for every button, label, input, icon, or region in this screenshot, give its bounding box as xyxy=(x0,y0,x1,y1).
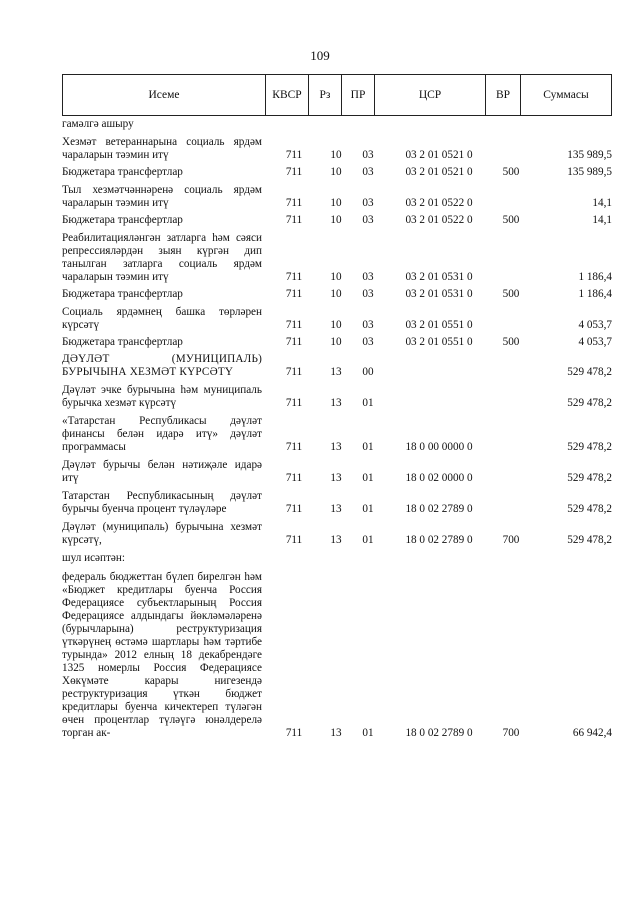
row-kvsr: 711 xyxy=(285,271,303,283)
row-pr: 03 xyxy=(362,336,374,348)
row-name: Татарстан Республикасының дәүләт бурычы буенча процент түләүләре xyxy=(62,490,262,515)
row-sum: 4 053,7 xyxy=(578,336,612,348)
row-pr: 03 xyxy=(362,214,374,226)
row-vr: 500 xyxy=(502,214,520,226)
row-kvsr: 711 xyxy=(285,397,303,409)
row-csr: 03 2 01 0551 0 xyxy=(405,319,473,331)
row-pr: 01 xyxy=(362,727,374,739)
column-header-name: Исеме xyxy=(63,75,266,116)
table-header xyxy=(62,74,612,116)
row-name: федераль бюджеттан бүлеп бирелгән һәм «Бюджет кредитлары буенча Россия Федерациясе субъектларының Россия Федерациясе алдындагы йөкләмәләренә (бурычларына) реструктуризация үткәрүнең өстәмә шартлары һәм тәртибе турында» 2012 елның 18 декабрендәге 1325 номерлы Россия Федерациясе Хөкүмәте карары нигезендә реструктуризация үткән бюджет кредитлары буенча кичектереп түләгән өчен процентлар түләүгә юнәлдерелә торган ак- xyxy=(62,571,262,739)
row-kvsr: 711 xyxy=(285,197,303,209)
row-csr: 03 2 01 0531 0 xyxy=(405,288,473,300)
column-header-pr: ПР xyxy=(342,75,375,116)
row-name: ДӘҮЛӘТ (МУНИЦИПАЛЬ) БУРЫЧЫНА ХЕЗМӘТ КҮРСӘТҮ xyxy=(62,353,262,378)
row-pr: 03 xyxy=(362,319,374,331)
row-pr: 01 xyxy=(362,397,374,409)
row-pr: 03 xyxy=(362,149,374,161)
row-rz: 13 xyxy=(330,366,342,378)
row-pr: 01 xyxy=(362,441,374,453)
row-rz: 10 xyxy=(330,166,342,178)
row-kvsr: 711 xyxy=(285,149,303,161)
row-rz: 10 xyxy=(330,271,342,283)
table-row xyxy=(62,521,612,547)
table-row xyxy=(62,136,612,162)
row-vr: 700 xyxy=(502,534,520,546)
row-sum: 529 478,2 xyxy=(567,366,612,378)
row-name: Бюджетара трансфертлар xyxy=(62,288,183,300)
row-csr: 03 2 01 0522 0 xyxy=(405,197,473,209)
row-name: «Татарстан Республикасы дәүләт финансы белән идарә итү» дәүләт программасы xyxy=(62,415,262,453)
row-vr: 500 xyxy=(502,288,520,300)
row-sum: 135 989,5 xyxy=(567,166,612,178)
row-kvsr: 711 xyxy=(285,288,303,300)
row-pr: 03 xyxy=(362,271,374,283)
row-name: Тыл хезмәтчәннәренә социаль ярдәм чараларын тәэмин итү xyxy=(62,184,262,209)
row-rz: 13 xyxy=(330,534,342,546)
row-sum: 529 478,2 xyxy=(567,441,612,453)
row-csr: 18 0 02 2789 0 xyxy=(405,534,473,546)
row-pr: 03 xyxy=(362,166,374,178)
table-row xyxy=(62,459,612,485)
row-pr: 00 xyxy=(362,366,374,378)
row-sum: 14,1 xyxy=(592,197,612,209)
row-csr: 03 2 01 0522 0 xyxy=(405,214,473,226)
table-row xyxy=(62,166,612,179)
row-kvsr: 711 xyxy=(285,366,303,378)
row-rz: 13 xyxy=(330,397,342,409)
row-name: Дәүләт (муниципаль) бурычына хезмәт күрсәтү, xyxy=(62,521,262,546)
row-name: Дәүләт бурычы белән нәтиҗәле идарә итү xyxy=(62,459,262,484)
row-sum: 529 478,2 xyxy=(567,472,612,484)
row-csr: 18 0 00 0000 0 xyxy=(405,441,473,453)
column-header-kvsr: КВСР xyxy=(266,75,309,116)
row-sum: 66 942,4 xyxy=(572,727,612,739)
row-rz: 10 xyxy=(330,197,342,209)
row-name: Хезмәт ветераннарына социаль ярдәм чараларын тәэмин итү xyxy=(62,136,262,161)
row-name: Бюджетара трансфертлар xyxy=(62,336,183,348)
table-row xyxy=(62,288,612,301)
row-rz: 10 xyxy=(330,214,342,226)
row-csr: 03 2 01 0521 0 xyxy=(405,149,473,161)
row-name: Реабилитацияләнгән затларга һәм сәяси репрессияләрдән зыян күргән дип танылган затларга социаль ярдәм чараларын тәэмин итү xyxy=(62,232,262,283)
table-row xyxy=(62,552,612,565)
row-kvsr: 711 xyxy=(285,441,303,453)
row-kvsr: 711 xyxy=(285,472,303,484)
row-rz: 13 xyxy=(330,727,342,739)
row-rz: 13 xyxy=(330,503,342,515)
page-number: 109 xyxy=(310,48,330,63)
table-body xyxy=(62,116,612,740)
row-rz: 10 xyxy=(330,288,342,300)
row-csr: 03 2 01 0531 0 xyxy=(405,271,473,283)
row-pr: 01 xyxy=(362,472,374,484)
table-row xyxy=(62,353,612,379)
row-kvsr: 711 xyxy=(285,319,303,331)
row-csr: 03 2 01 0551 0 xyxy=(405,336,473,348)
table-row xyxy=(62,184,612,210)
row-sum: 529 478,2 xyxy=(567,503,612,515)
row-csr: 03 2 01 0521 0 xyxy=(405,166,473,178)
row-pr: 01 xyxy=(362,503,374,515)
table-row xyxy=(62,415,612,454)
column-header-csr: ЦСР xyxy=(375,75,486,116)
row-name: Бюджетара трансфертлар xyxy=(62,214,183,226)
row-sum: 135 989,5 xyxy=(567,149,612,161)
row-rz: 10 xyxy=(330,336,342,348)
table-row xyxy=(62,336,612,349)
column-header-rz: Рз xyxy=(309,75,342,116)
row-pr: 03 xyxy=(362,197,374,209)
row-sum: 529 478,2 xyxy=(567,534,612,546)
row-name: шул исәптән: xyxy=(62,552,125,564)
row-pr: 01 xyxy=(362,534,374,546)
row-name: Социаль ярдәмнең башка төрләрен күрсәтү xyxy=(62,306,262,331)
row-sum: 4 053,7 xyxy=(578,319,612,331)
row-kvsr: 711 xyxy=(285,166,303,178)
row-kvsr: 711 xyxy=(285,503,303,515)
table-row xyxy=(62,232,612,284)
row-csr: 18 0 02 2789 0 xyxy=(405,727,473,739)
row-kvsr: 711 xyxy=(285,727,303,739)
row-name: гамәлгә ашыру xyxy=(62,118,134,130)
column-header-sum: Суммасы xyxy=(521,75,612,116)
row-name: Дәүләт эчке бурычына һәм муниципаль бурычка хезмәт күрсәтү xyxy=(62,384,262,409)
row-kvsr: 711 xyxy=(285,534,303,546)
table-row xyxy=(62,214,612,227)
row-rz: 13 xyxy=(330,441,342,453)
table-row xyxy=(62,384,612,410)
row-rz: 13 xyxy=(330,472,342,484)
row-rz: 10 xyxy=(330,149,342,161)
row-name: Бюджетара трансфертлар xyxy=(62,166,183,178)
row-sum: 529 478,2 xyxy=(567,397,612,409)
table-row xyxy=(62,116,612,131)
table-row xyxy=(62,571,612,740)
row-kvsr: 711 xyxy=(285,214,303,226)
row-vr: 700 xyxy=(502,727,520,739)
table-row xyxy=(62,490,612,516)
row-rz: 10 xyxy=(330,319,342,331)
row-sum: 1 186,4 xyxy=(578,288,612,300)
column-header-vr: ВР xyxy=(486,75,521,116)
table-row xyxy=(62,306,612,332)
row-sum: 14,1 xyxy=(592,214,612,226)
row-csr: 18 0 02 0000 0 xyxy=(405,472,473,484)
row-pr: 03 xyxy=(362,288,374,300)
row-kvsr: 711 xyxy=(285,336,303,348)
row-sum: 1 186,4 xyxy=(578,271,612,283)
row-vr: 500 xyxy=(502,166,520,178)
row-vr: 500 xyxy=(502,336,520,348)
row-csr: 18 0 02 2789 0 xyxy=(405,503,473,515)
